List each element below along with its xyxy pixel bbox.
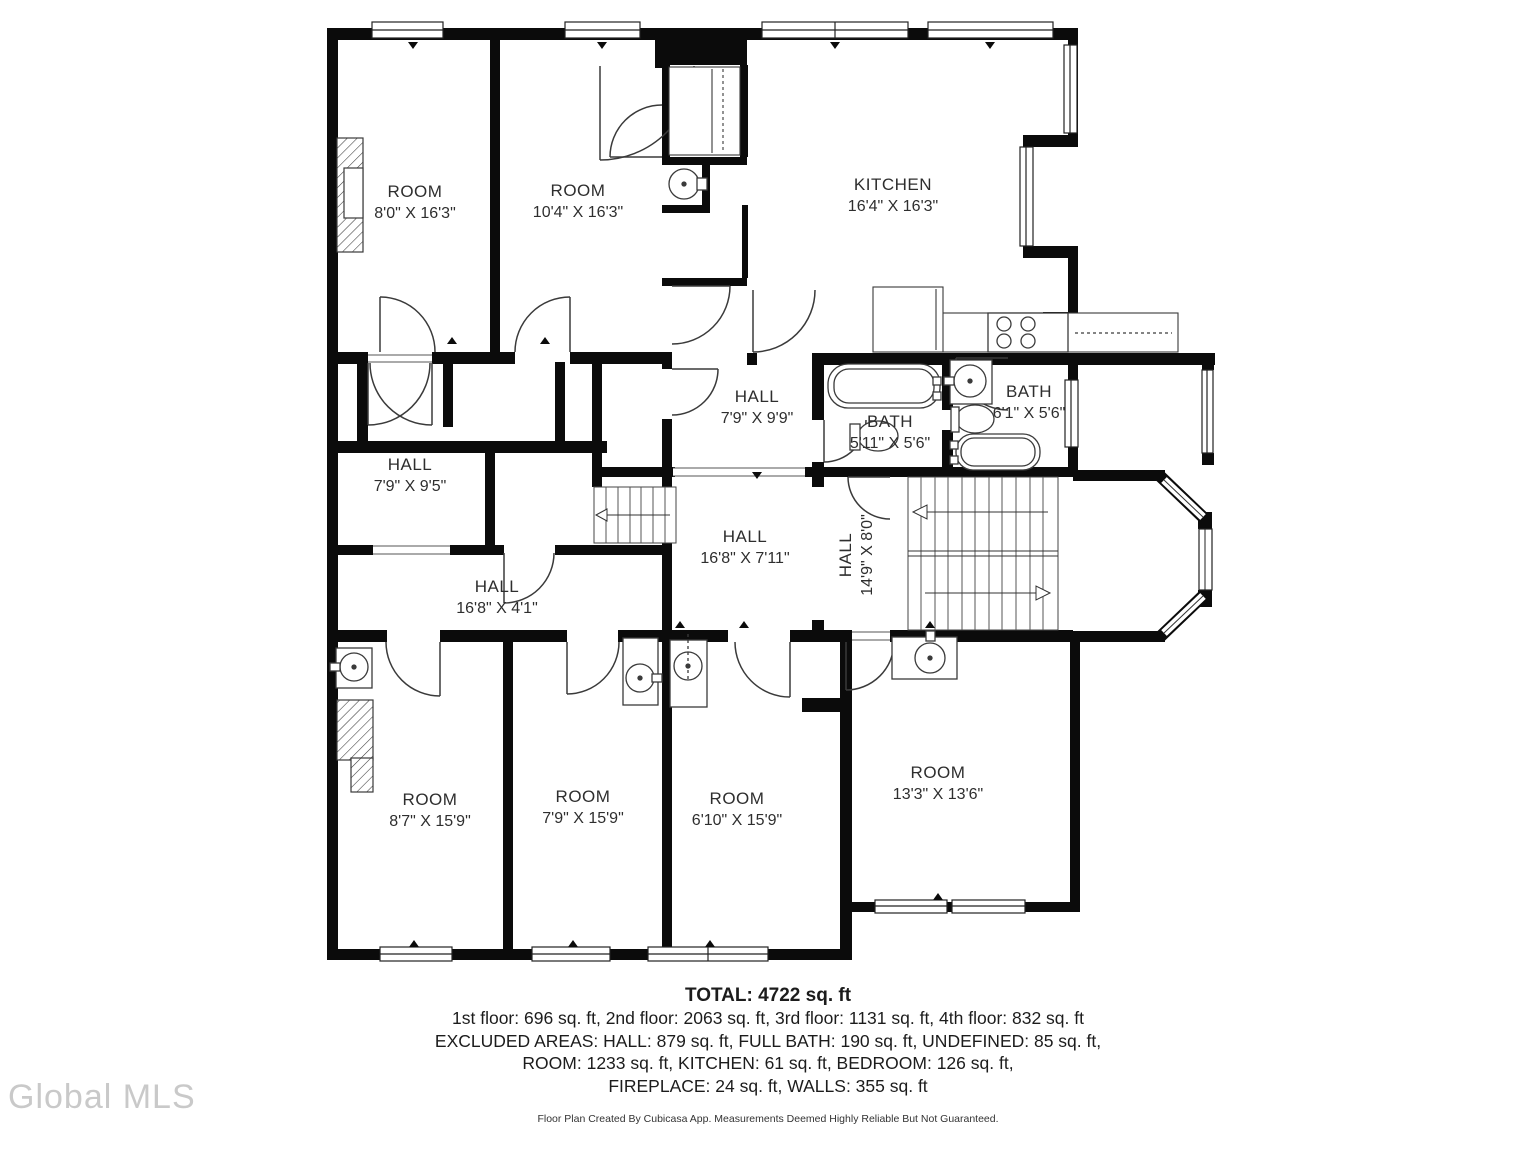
sink-icon-room4 <box>623 638 662 705</box>
room-label-6: ROOM 13'3" X 13'6" <box>892 763 984 803</box>
room-label-5: ROOM 6'10" X 15'9" <box>691 789 783 829</box>
disclaimer-text: Floor Plan Created By Cubicasa App. Measurements Deemed Highly Reliable But Not Guaranteed. <box>537 1113 999 1125</box>
sink-icon-room3 <box>330 648 372 688</box>
excluded-areas-3: FIREPLACE: 24 sq. ft, WALLS: 355 sq. ft <box>608 1075 928 1096</box>
bay-window <box>1160 476 1212 637</box>
toilet-icon <box>669 169 707 199</box>
hall-label-2: HALL 7'9" X 9'5" <box>373 455 447 495</box>
bathtub-icon-2 <box>950 434 1040 470</box>
sink-icon-room6 <box>892 631 957 679</box>
kitchen-label: KITCHEN 16'4" X 16'3" <box>847 175 939 215</box>
staircase-main <box>908 477 1058 630</box>
bathtub-icon <box>828 364 941 408</box>
excluded-areas-2: ROOM: 1233 sq. ft, KITCHEN: 61 sq. ft, BEDROOM: 126 sq. ft, <box>522 1053 1014 1073</box>
sink-icon-room5 <box>670 634 707 707</box>
excluded-areas-1: EXCLUDED AREAS: HALL: 879 sq. ft, FULL BATH: 190 sq. ft, UNDEFINED: 85 sq. ft, <box>434 1030 1102 1051</box>
toilet-icon-3 <box>951 405 994 433</box>
room-label-1: ROOM 8'0" X 16'3" <box>374 182 456 222</box>
hall-label-1: HALL 7'9" X 9'9" <box>720 387 794 427</box>
bath-label-2: BATH 6'1" X 5'6" <box>992 382 1066 422</box>
watermark-logo: Global MLS <box>8 1078 196 1116</box>
room-label-3: ROOM 8'7" X 15'9" <box>389 790 471 830</box>
fireplace-bottom-icon <box>337 700 373 792</box>
total-area: TOTAL: 4722 sq. ft <box>684 985 852 1006</box>
hall-label-5: HALL 16'8" X 4'1" <box>456 577 538 617</box>
room-label-2: ROOM 10'4" X 16'3" <box>532 181 624 221</box>
floor-areas: 1st floor: 696 sq. ft, 2nd floor: 2063 sq. ft, 3rd floor: 1131 sq. ft, 4th floor: 832 sq. ft <box>452 1008 1084 1028</box>
hall-label-3: HALL 16'8" X 7'11" <box>700 527 790 567</box>
room-label-4: ROOM 7'9" X 15'9" <box>542 787 624 827</box>
sink-icon-bath2 <box>944 360 992 404</box>
area-summary <box>0 984 1536 1097</box>
bath-label-1: BATH 5'11" X 5'6" <box>849 412 931 452</box>
fireplace-top-icon <box>337 138 363 252</box>
staircase-small <box>594 487 676 543</box>
hall-label-4: HALL 14'9" X 8'0" <box>836 514 876 596</box>
laundry-closet-icon <box>669 67 740 155</box>
